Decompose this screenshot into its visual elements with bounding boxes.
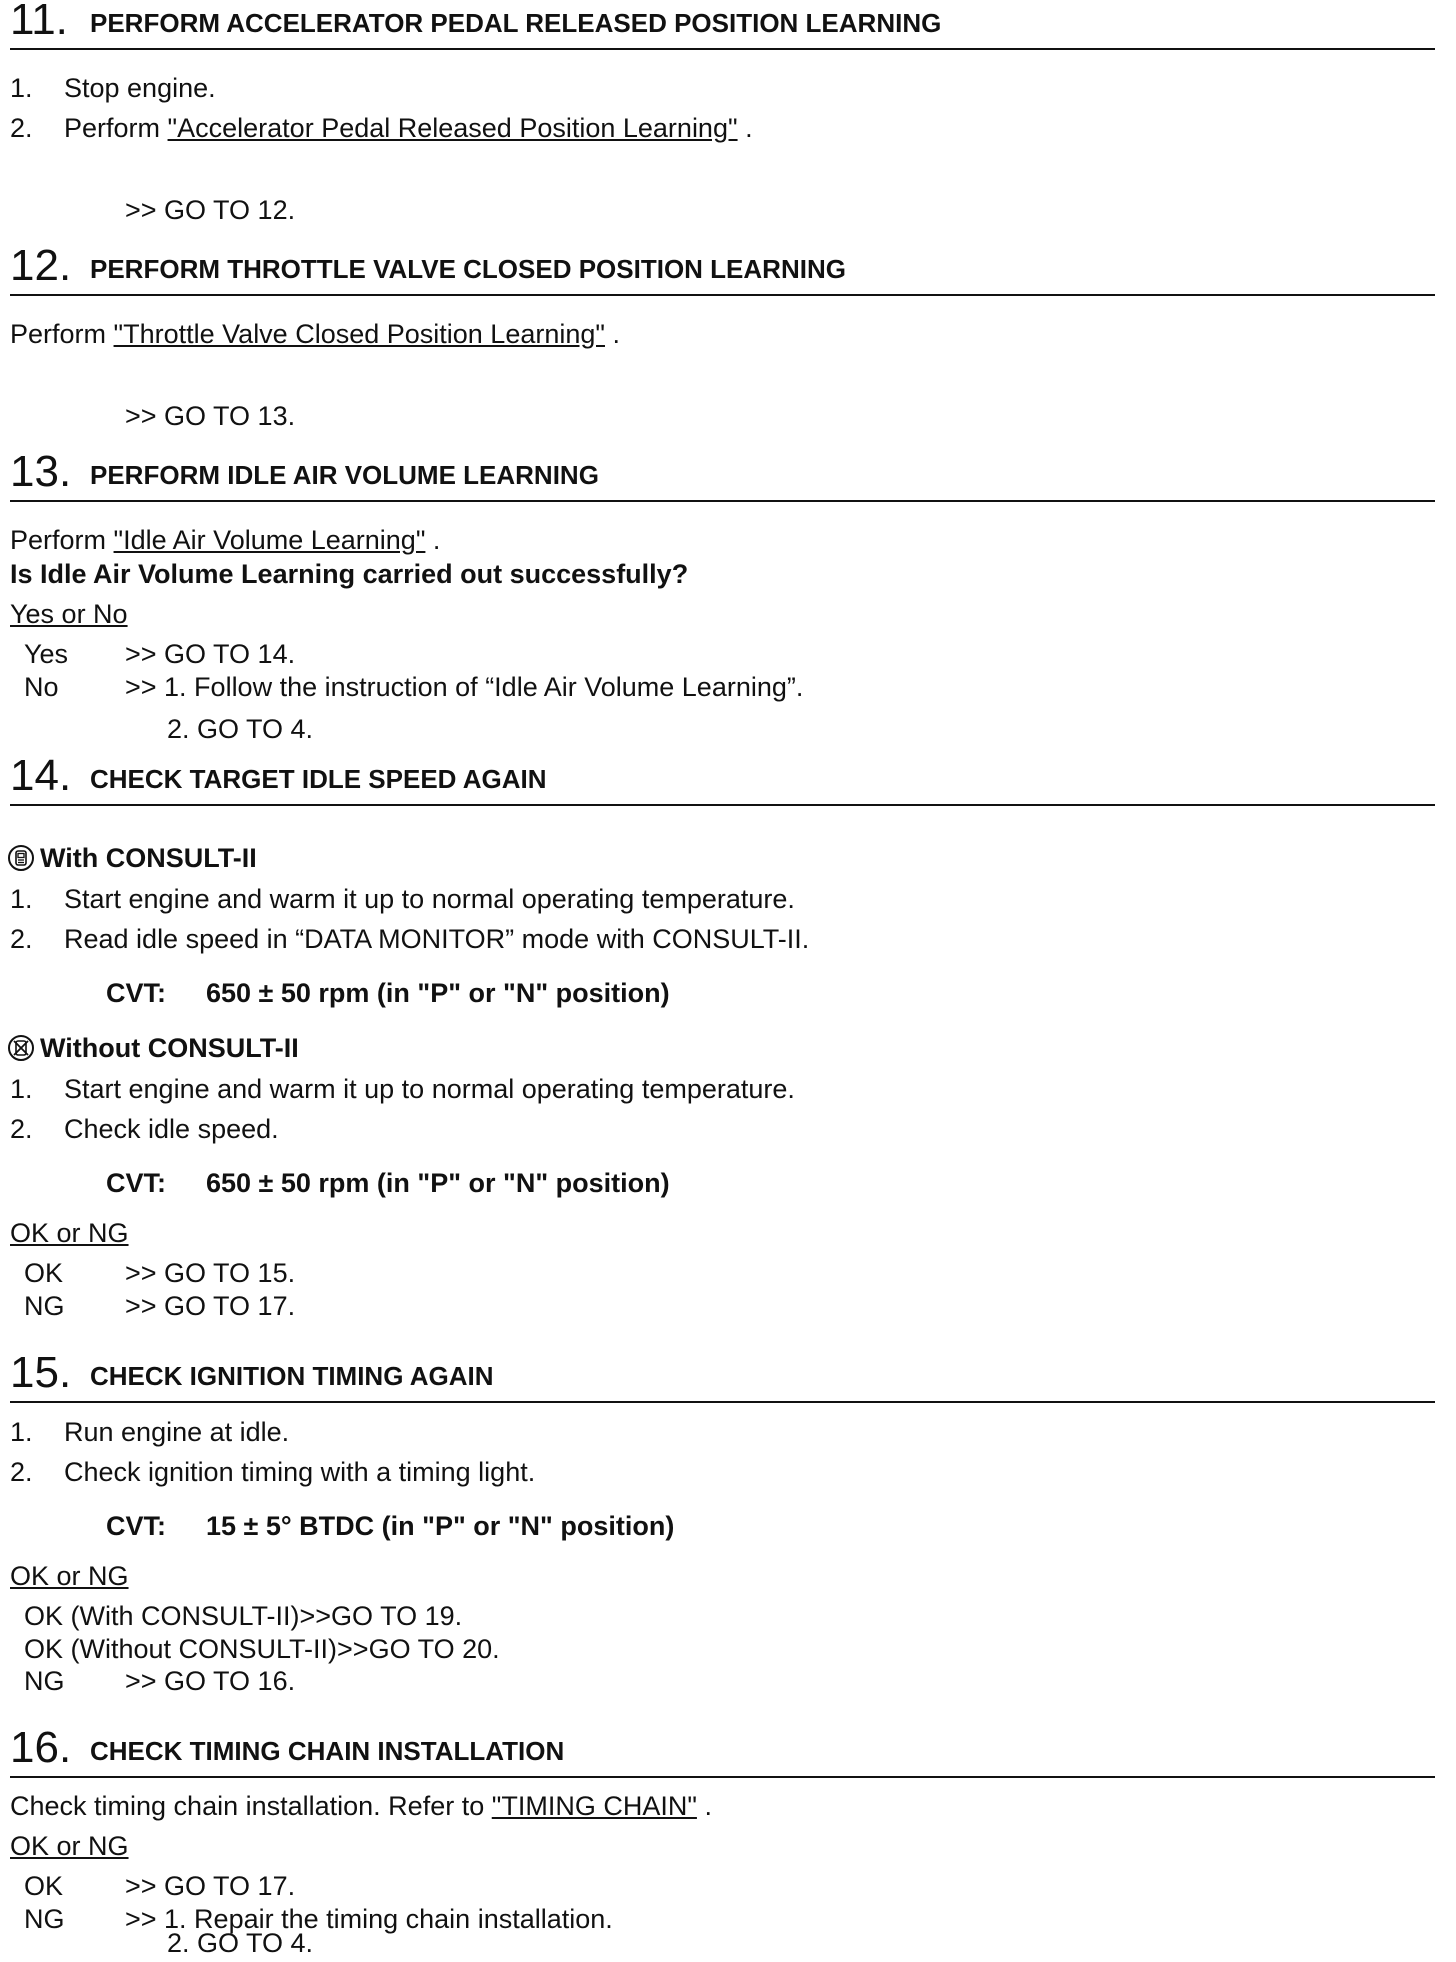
s11-step2-pre: Perform [64, 113, 161, 143]
s11-step2-text [64, 112, 753, 144]
s13-text [10, 524, 440, 556]
s14-spec1-label: CVT: [106, 978, 166, 1008]
s12-text [10, 318, 620, 350]
s14-ng-label: NG [24, 1291, 65, 1321]
s13-question: Is Idle Air Volume Learning carried out successfully? [10, 559, 689, 589]
s16-ok-label: OK [24, 1871, 64, 1901]
section-15-title: CHECK IGNITION TIMING AGAIN [90, 1361, 494, 1391]
section-12-number: 12. [10, 241, 72, 290]
with-consult-heading [8, 842, 257, 874]
section-15-header [10, 1348, 1435, 1403]
s15-choice-label: OK or NG [10, 1561, 129, 1591]
throttle-valve-learning-link[interactable]: "Throttle Valve Closed Position Learning" [113, 319, 605, 349]
s16-ng-label: NG [24, 1904, 65, 1934]
s16-ng-action: >> 1. Repair the timing chain installation. [125, 1904, 613, 1934]
s11-step2-post: . [745, 113, 753, 143]
section-11-title: PERFORM ACCELERATOR PEDAL RELEASED POSITION LEARNING [90, 8, 942, 38]
section-13-header [10, 447, 1435, 502]
s16-choice-label: OK or NG [10, 1831, 129, 1861]
s15-ng-label: NG [24, 1666, 65, 1696]
without-consult-label: Without CONSULT-II [40, 1033, 299, 1063]
s14-choice-label: OK or NG [10, 1218, 129, 1248]
s13-yes-label: Yes [24, 639, 69, 669]
s13-no-action-2: 2. GO TO 4. [167, 714, 314, 744]
idle-air-volume-learning-link[interactable]: "Idle Air Volume Learning" [113, 525, 426, 555]
s14-spec2-label: CVT: [106, 1168, 166, 1198]
s13-yes-action: >> GO TO 14. [125, 639, 296, 669]
s13-pre: Perform [10, 525, 107, 555]
section-14-number: 14. [10, 751, 72, 800]
s14-w-step1-number: 1. [10, 884, 33, 914]
s15-spec-label: CVT: [106, 1511, 166, 1541]
section-14-title: CHECK TARGET IDLE SPEED AGAIN [90, 764, 547, 794]
s13-post: . [432, 525, 441, 555]
s14-wo-step2-number: 2. [10, 1114, 33, 1144]
s11-step1-text: Stop engine. [64, 73, 216, 103]
s16-text [10, 1790, 712, 1822]
s13-choice-label: Yes or No [10, 599, 128, 629]
s13-no-label: No [24, 672, 59, 702]
s12-post: . [612, 319, 621, 349]
s15-ok-with: OK (With CONSULT-II)>>GO TO 19. [24, 1601, 463, 1631]
s15-step2-number: 2. [10, 1457, 33, 1487]
s14-w-step1-text: Start engine and warm it up to normal operating temperature. [64, 884, 795, 914]
s14-wo-step2-text: Check idle speed. [64, 1114, 279, 1144]
s14-wo-step1-text: Start engine and warm it up to normal operating temperature. [64, 1074, 795, 1104]
s16-pre: Check timing chain installation. Refer to [10, 1791, 485, 1821]
timing-chain-link[interactable]: "TIMING CHAIN" [491, 1791, 697, 1821]
s14-ok-action: >> GO TO 15. [125, 1258, 296, 1288]
s14-w-step2-text: Read idle speed in “DATA MONITOR” mode with CONSULT-II. [64, 924, 810, 954]
section-12-header [10, 241, 1435, 296]
accelerator-pedal-learning-link[interactable]: "Accelerator Pedal Released Position Learning" [167, 113, 738, 143]
s15-step1-number: 1. [10, 1417, 33, 1447]
s11-goto: >> GO TO 12. [125, 195, 296, 225]
s13-no-action: >> 1. Follow the instruction of “Idle Air Volume Learning”. [125, 672, 804, 702]
consult-tool-icon [8, 845, 34, 871]
s12-goto: >> GO TO 13. [125, 401, 296, 431]
with-consult-label: With CONSULT-II [40, 843, 257, 873]
s15-step1-text: Run engine at idle. [64, 1417, 290, 1447]
section-13-number: 13. [10, 447, 72, 496]
section-11-header [10, 0, 1435, 50]
section-16-title: CHECK TIMING CHAIN INSTALLATION [90, 1736, 565, 1766]
s14-wo-step1-number: 1. [10, 1074, 33, 1104]
s16-ng-action-2: 2. GO TO 4. [167, 1928, 314, 1958]
s12-pre: Perform [10, 319, 107, 349]
s14-spec2-value: 650 ± 50 rpm (in "P" or "N" position) [206, 1168, 670, 1198]
section-13-title: PERFORM IDLE AIR VOLUME LEARNING [90, 460, 599, 490]
s16-post: . [704, 1791, 712, 1821]
section-12-title: PERFORM THROTTLE VALVE CLOSED POSITION LEARNING [90, 254, 846, 284]
s14-w-step2-number: 2. [10, 924, 33, 954]
section-14-header [10, 751, 1435, 806]
s14-ng-action: >> GO TO 17. [125, 1291, 296, 1321]
section-16-header [10, 1723, 1435, 1778]
without-consult-heading [8, 1032, 299, 1064]
s11-step2-number: 2. [10, 113, 33, 143]
section-11-number: 11. [10, 0, 68, 44]
section-16-number: 16. [10, 1723, 72, 1772]
s11-step1-number: 1. [10, 73, 33, 103]
s15-ng-action: >> GO TO 16. [125, 1666, 296, 1696]
s14-ok-label: OK [24, 1258, 64, 1288]
s16-ok-action: >> GO TO 17. [125, 1871, 296, 1901]
s15-spec-value: 15 ± 5° BTDC (in "P" or "N" position) [206, 1511, 675, 1541]
s14-spec1-value: 650 ± 50 rpm (in "P" or "N" position) [206, 978, 670, 1008]
section-15-number: 15. [10, 1348, 72, 1397]
no-consult-icon [8, 1035, 34, 1061]
s15-ok-without: OK (Without CONSULT-II)>>GO TO 20. [24, 1634, 500, 1664]
s15-step2-text: Check ignition timing with a timing light. [64, 1457, 536, 1487]
